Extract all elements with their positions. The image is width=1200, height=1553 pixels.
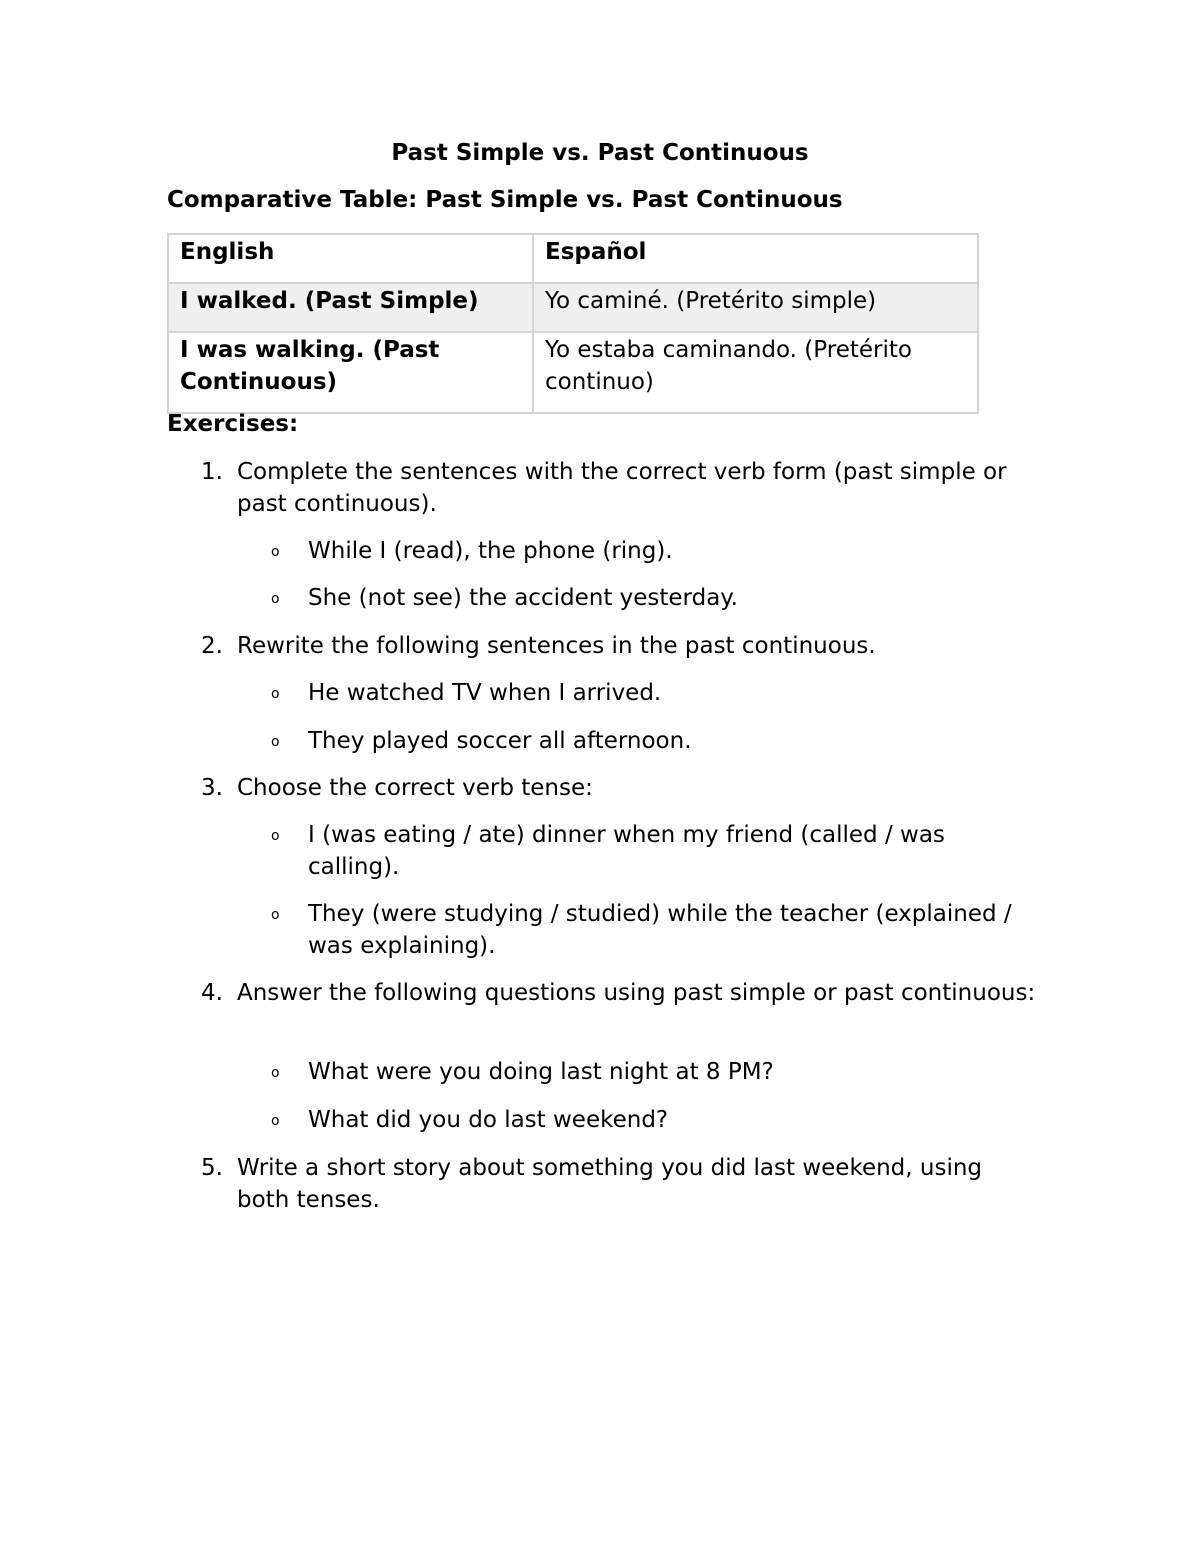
- exercise-number: 5.: [201, 1155, 223, 1181]
- table-cell-espanol: Yo estaba caminando. (Pretérito continuo): [533, 332, 978, 413]
- table-header-row: [168, 234, 978, 283]
- exercise-instruction: Answer the following questions using past simple or past continuous:: [237, 980, 1036, 1006]
- exercise-subitem-text: What were you doing last night at 8 PM?: [308, 1059, 774, 1085]
- exercise-subitem-text: She (not see) the accident yesterday.: [308, 585, 738, 611]
- exercise-subitem-text: They played soccer all afternoon.: [308, 728, 692, 754]
- circle-bullet-icon: o: [271, 907, 280, 923]
- table-header-english: English: [168, 234, 533, 283]
- exercise-number: 4.: [201, 980, 223, 1006]
- circle-bullet-icon: o: [271, 544, 280, 560]
- exercise-subitem-text: He watched TV when I arrived.: [308, 680, 662, 706]
- page-title: Past Simple vs. Past Continuous: [391, 140, 809, 166]
- section-heading: Comparative Table: Past Simple vs. Past Continuous: [167, 187, 843, 213]
- comparison-table: [167, 233, 979, 414]
- table-header-espanol: Español: [533, 234, 978, 283]
- table-cell-english: I was walking. (Past Continuous): [168, 332, 533, 413]
- circle-bullet-icon: o: [271, 1113, 280, 1129]
- exercise-instruction: Choose the correct verb tense:: [237, 775, 593, 801]
- table-row: [168, 332, 978, 413]
- table-cell-espanol: Yo caminé. (Pretérito simple): [533, 283, 978, 332]
- exercise-instruction: Write a short story about something you did last weekend, using both tenses.: [237, 1155, 983, 1213]
- table-cell-english: I walked. (Past Simple): [168, 283, 533, 332]
- circle-bullet-icon: o: [271, 686, 280, 702]
- circle-bullet-icon: o: [271, 591, 280, 607]
- exercise-instruction: Rewrite the following sentences in the past continuous.: [237, 633, 876, 659]
- exercise-instruction: Complete the sentences with the correct verb form (past simple or past continuous).: [237, 459, 1007, 517]
- exercise-number: 2.: [201, 633, 223, 659]
- exercise-number: 3.: [201, 775, 223, 801]
- exercises-heading: Exercises:: [167, 411, 299, 437]
- exercise-number: 1.: [201, 459, 223, 485]
- exercise-subitem-text: What did you do last weekend?: [308, 1107, 669, 1133]
- circle-bullet-icon: o: [271, 1065, 280, 1081]
- exercise-subitem-text: They (were studying / studied) while the teacher (explained / was explaining).: [308, 901, 1012, 959]
- circle-bullet-icon: o: [271, 734, 280, 750]
- exercise-subitem-text: While I (read), the phone (ring).: [308, 538, 673, 564]
- exercise-subitem-text: I (was eating / ate) dinner when my friend (called / was calling).: [308, 822, 945, 880]
- table-row: [168, 283, 978, 332]
- circle-bullet-icon: o: [271, 828, 280, 844]
